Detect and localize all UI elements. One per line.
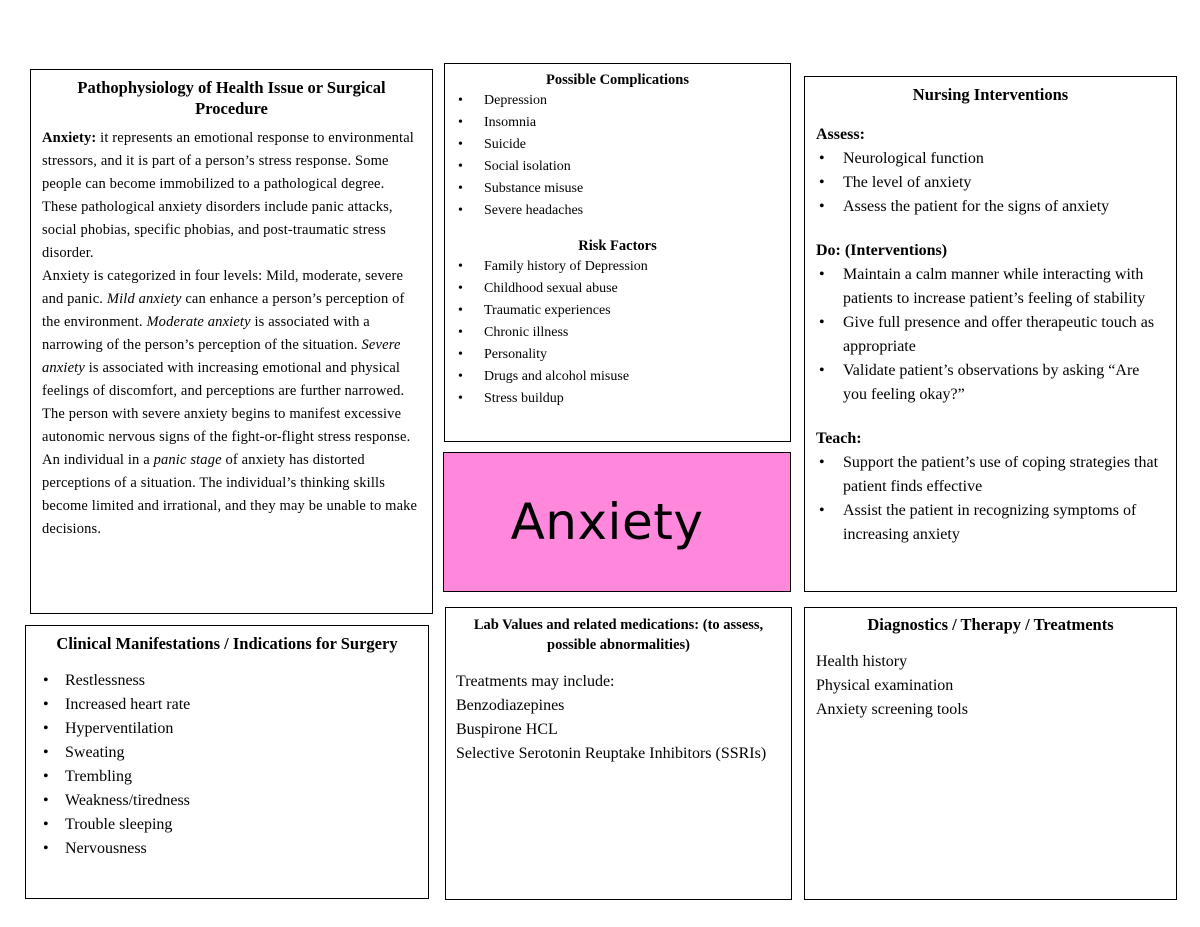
- nursing-interventions-title: Nursing Interventions: [912, 85, 1069, 104]
- list-item: • Stress buildup: [455, 388, 780, 410]
- pathophysiology-body: [42, 127, 421, 541]
- diagnostics-box: [804, 607, 1177, 900]
- diagnostics-line: Health history: [816, 653, 908, 670]
- center-title-box: [443, 452, 791, 592]
- list-item: • Drugs and alcohol misuse: [455, 366, 780, 388]
- lab-values-title: Lab Values and related medications: (to assess, possible abnormalities): [473, 617, 764, 653]
- clinical-manifestations-list: [40, 669, 414, 861]
- list-item: • Restlessness: [40, 669, 414, 693]
- list-item: • Family history of Depression: [455, 256, 780, 278]
- list-item: • Chronic illness: [455, 322, 780, 344]
- mild-anxiety-term: Mild anxiety: [106, 291, 182, 307]
- list-item: • Substance misuse: [455, 178, 780, 200]
- risk-factors-title: Risk Factors: [578, 238, 657, 254]
- assess-list: [816, 147, 1165, 219]
- list-item: • Personality: [455, 344, 780, 366]
- diagnostics-line: Physical examination: [816, 677, 954, 694]
- list-item: • Sweating: [40, 741, 414, 765]
- assess-title: Assess:: [816, 126, 865, 143]
- diagnostics-line: Anxiety screening tools: [816, 701, 968, 718]
- list-item: • Traumatic experiences: [455, 300, 780, 322]
- pathophysiology-paragraph-2: [42, 265, 421, 541]
- severe-anxiety-term: Severe anxiety: [42, 337, 401, 376]
- list-item: • Weakness/tiredness: [40, 789, 414, 813]
- list-item: • The level of anxiety: [816, 171, 1165, 195]
- lab-line: Buspirone HCL: [456, 721, 558, 738]
- severe-anxiety-text: is associated with increasing emotional and physical feelings of discomfort, and perceptions are further narrowed. The person with severe anxiety begins to manifest excessive autonomic nervous signs of the fight-or-flight stress response. An individual in a: [42, 360, 411, 468]
- list-item: • Insomnia: [455, 112, 780, 134]
- lab-line: Selective Serotonin Reuptake Inhibitors (SSRIs): [456, 745, 767, 762]
- moderate-anxiety-text: is associated with a narrowing of the person’s perception of the situation.: [42, 314, 370, 353]
- list-item: • Childhood sexual abuse: [455, 278, 780, 300]
- anxiety-term: Anxiety:: [42, 130, 97, 146]
- list-item: • Social isolation: [455, 156, 780, 178]
- list-item: • Maintain a calm manner while interacting with patients to increase patient’s feeling of stability: [816, 263, 1165, 311]
- moderate-anxiety-term: Moderate anxiety: [146, 314, 251, 330]
- complications-list: [455, 90, 780, 222]
- list-item: • Validate patient’s observations by asking “Are you feeling okay?”: [816, 359, 1165, 407]
- diagnostics-title: Diagnostics / Therapy / Treatments: [867, 615, 1114, 634]
- do-list: [816, 263, 1165, 407]
- clinical-manifestations-title: Clinical Manifestations / Indications for Surgery: [56, 634, 398, 653]
- clinical-manifestations-box: [25, 625, 429, 899]
- lab-values-box: [445, 607, 792, 900]
- list-item: • Neurological function: [816, 147, 1165, 171]
- teach-list: [816, 451, 1165, 547]
- lab-line: Treatments may include:: [456, 673, 615, 690]
- list-item: • Assess the patient for the signs of anxiety: [816, 195, 1165, 219]
- lab-values-content: [456, 670, 781, 766]
- list-item: • Severe headaches: [455, 200, 780, 222]
- pathophysiology-paragraph-1: [42, 127, 421, 265]
- mild-anxiety-text: can enhance a person’s perception of the environment.: [42, 291, 405, 330]
- pathophysiology-title: Pathophysiology of Health Issue or Surgical Procedure: [77, 78, 386, 118]
- pathophysiology-box: [30, 69, 433, 614]
- list-item: • Depression: [455, 90, 780, 112]
- nursing-interventions-box: [804, 76, 1177, 592]
- list-item: • Assist the patient in recognizing symptoms of increasing anxiety: [816, 499, 1165, 547]
- complications-title: Possible Complications: [546, 72, 689, 88]
- levels-text: Anxiety is categorized in four levels: Mild, moderate, severe and panic.: [42, 268, 404, 307]
- do-title: Do: (Interventions): [816, 242, 948, 259]
- list-item: • Trouble sleeping: [40, 813, 414, 837]
- list-item: • Give full presence and offer therapeutic touch as appropriate: [816, 311, 1165, 359]
- teach-title: Teach:: [816, 430, 862, 447]
- complications-box: [444, 63, 791, 442]
- risk-factors-list: [455, 256, 780, 410]
- center-title: Anxiety: [510, 493, 704, 551]
- panic-stage-term: panic stage: [153, 452, 222, 468]
- list-item: • Nervousness: [40, 837, 414, 861]
- list-item: • Suicide: [455, 134, 780, 156]
- panic-stage-text: of anxiety has distorted perceptions of a situation. The individual’s thinking skills become limited and irrational, and they may be unable to make decisions.: [42, 452, 418, 537]
- list-item: • Hyperventilation: [40, 717, 414, 741]
- diagnostics-content: [816, 650, 1165, 722]
- list-item: • Trembling: [40, 765, 414, 789]
- anxiety-definition: it represents an emotional response to environmental stressors, and it is part of a person’s stress response. Some people can become immobilized to a pathological degree. These pathological anxiety disorders include panic attacks, social phobias, specific phobias, and post-traumatic stress disorder.: [42, 130, 414, 261]
- lab-line: Benzodiazepines: [456, 697, 565, 714]
- list-item: • Increased heart rate: [40, 693, 414, 717]
- list-item: • Support the patient’s use of coping strategies that patient finds effective: [816, 451, 1165, 499]
